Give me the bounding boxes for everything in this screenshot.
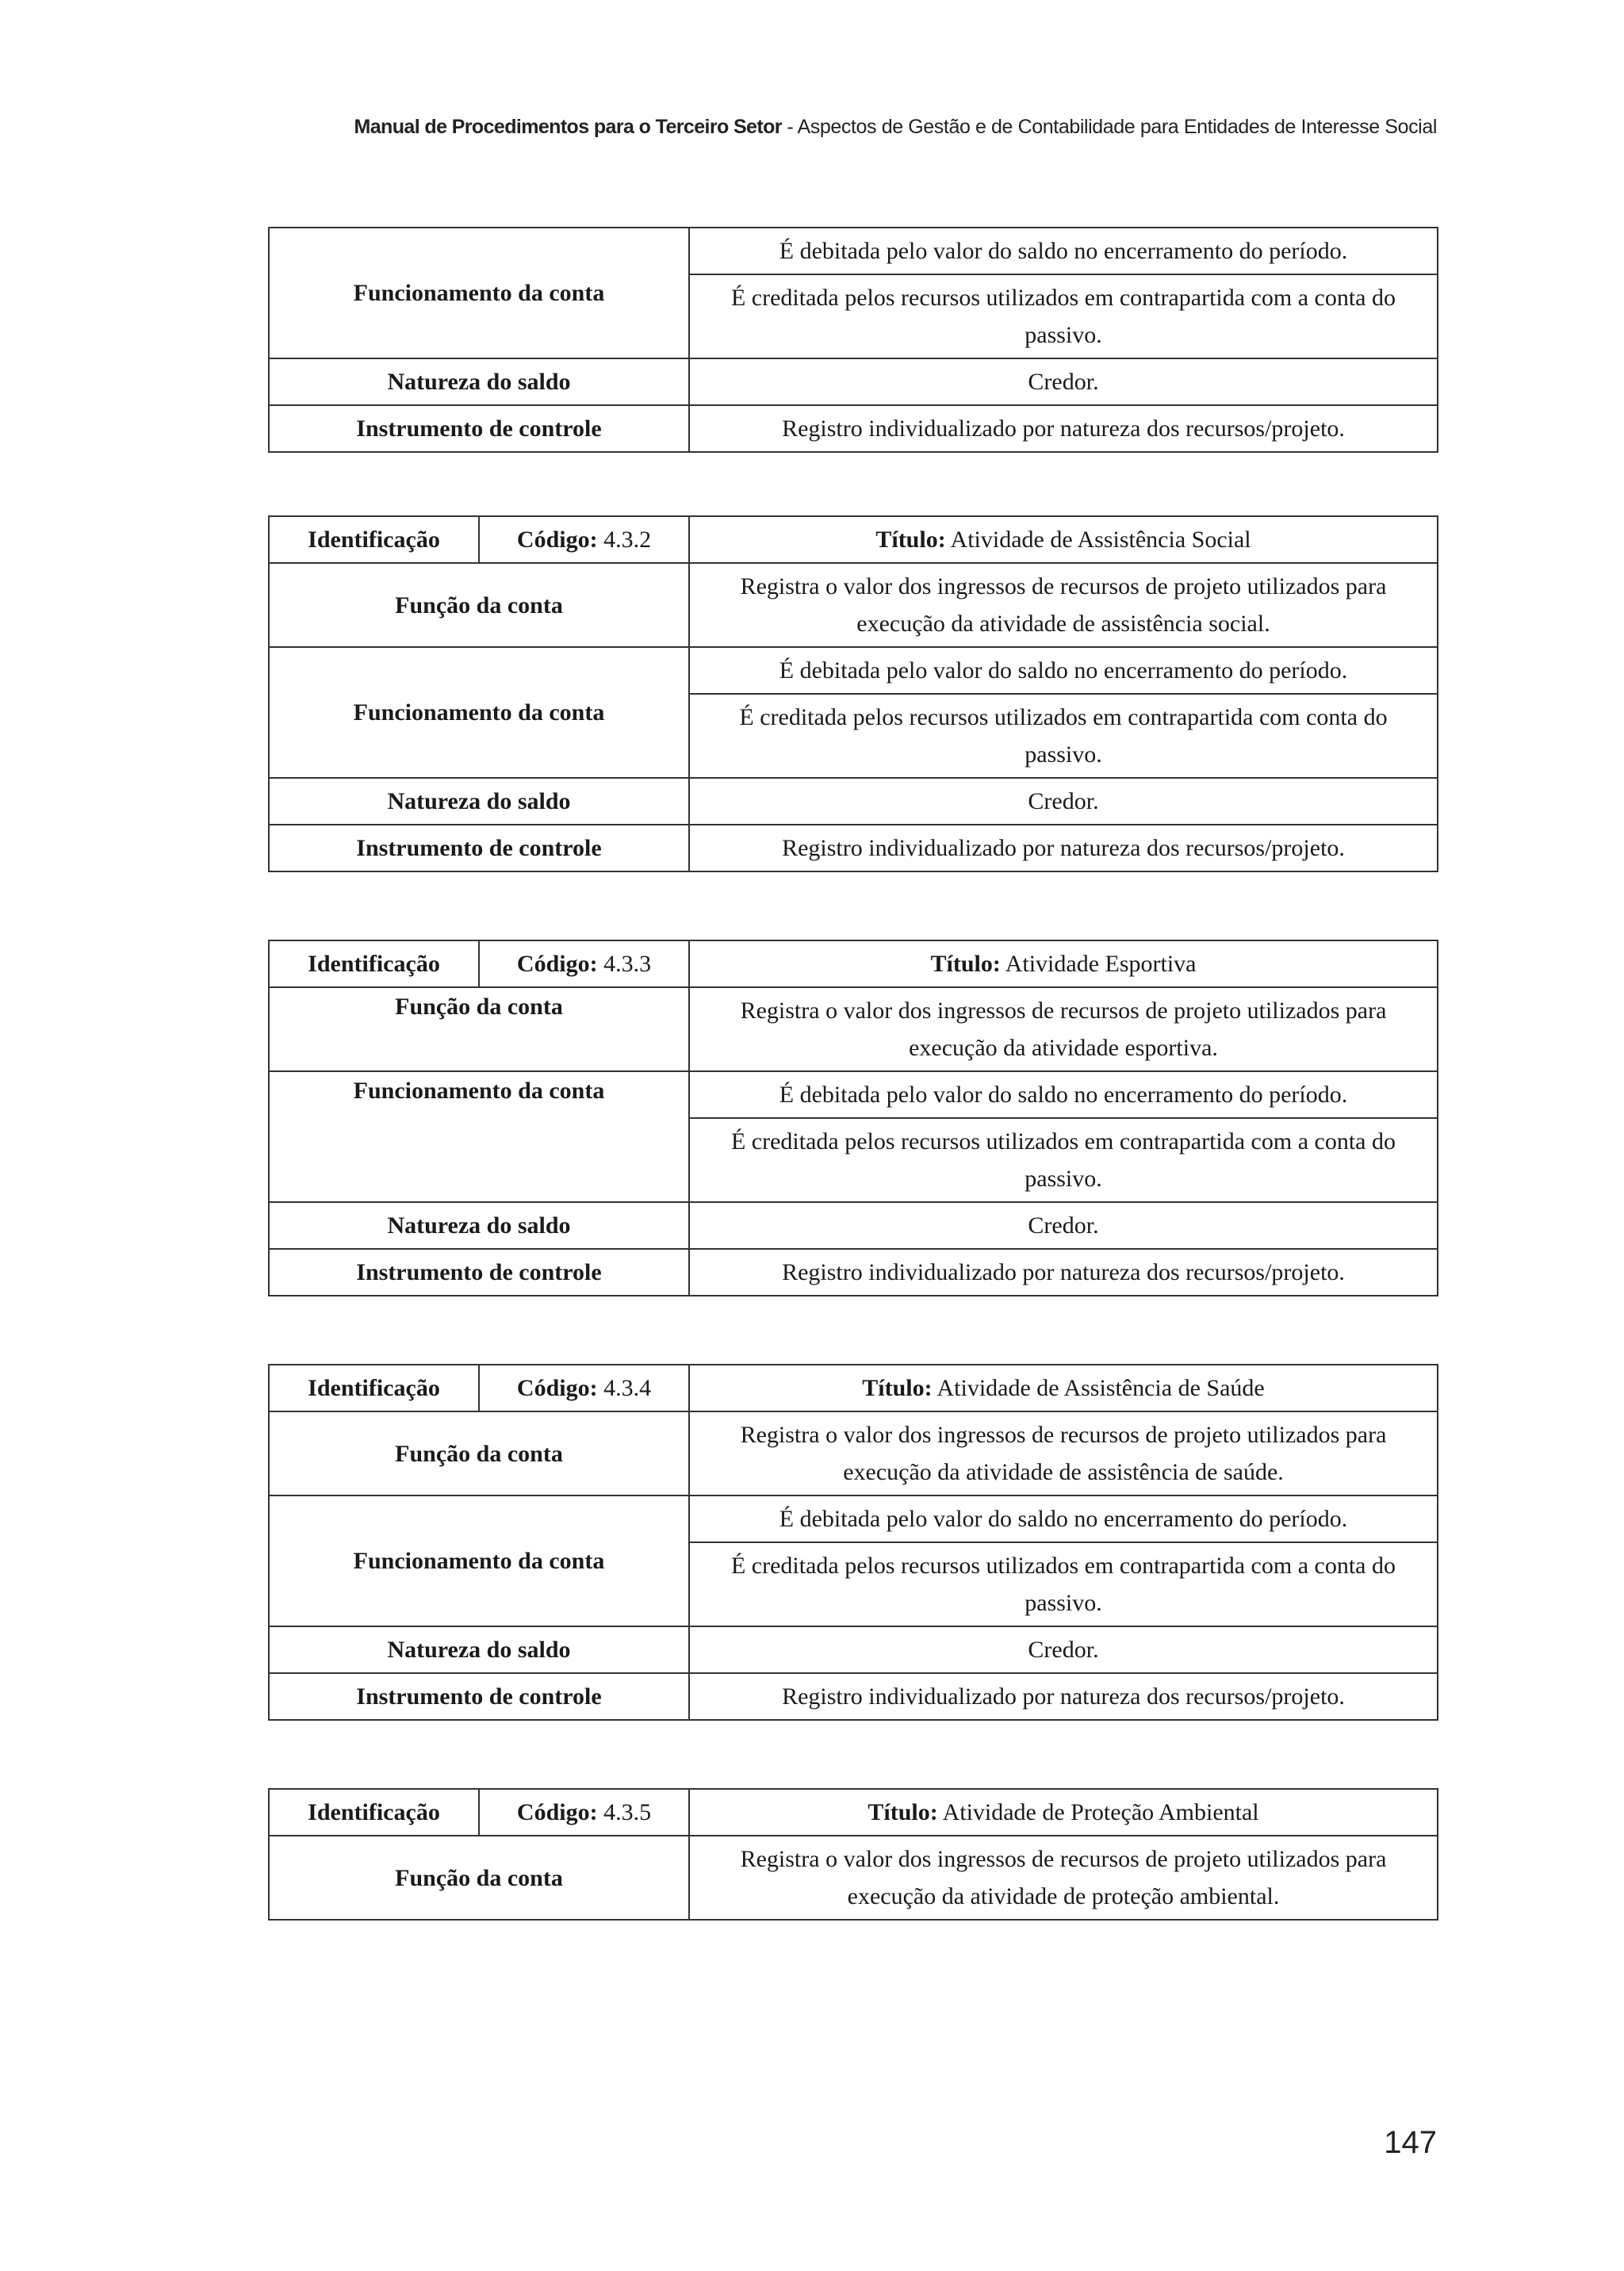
titulo-label: Título: (862, 1375, 933, 1401)
identificacao-label: Identificação (269, 1365, 479, 1411)
codigo-cell (479, 1789, 689, 1836)
codigo-value: 4.3.4 (597, 1375, 652, 1401)
credit-rule: É creditada pelos recursos utilizados em contrapartida com conta do passivo. (689, 694, 1438, 778)
titulo-cell (689, 1365, 1438, 1411)
header-subtitle: - Aspectos de Gestão e de Contabilidade para Entidades de Interesse Social (781, 116, 1437, 138)
identificacao-label: Identificação (269, 940, 479, 987)
debit-rule: É debitada pelo valor do saldo no encerramento do período. (689, 1071, 1438, 1118)
account-table-continued (268, 227, 1438, 453)
codigo-label: Código: (516, 527, 598, 553)
natureza-value: Credor. (689, 1202, 1438, 1249)
funcao-value: Registra o valor dos ingressos de recursos de projeto utilizados para execução da atividade de proteção ambiental. (689, 1836, 1438, 1920)
account-table-4-3-5 (268, 1788, 1438, 1921)
funcionamento-label: Funcionamento da conta (269, 228, 689, 358)
running-header (354, 116, 1437, 139)
titulo-label: Título: (868, 1799, 938, 1825)
titulo-cell (689, 516, 1438, 563)
page-number: 147 (1384, 2125, 1437, 2160)
funcao-label: Função da conta (269, 1836, 689, 1920)
funcionamento-label: Funcionamento da conta (269, 1071, 689, 1202)
funcao-value: Registra o valor dos ingressos de recursos de projeto utilizados para execução da atividade de assistência de saúde. (689, 1411, 1438, 1495)
titulo-cell (689, 1789, 1438, 1836)
codigo-label: Código: (516, 951, 598, 977)
natureza-value: Credor. (689, 358, 1438, 405)
identificacao-label: Identificação (269, 516, 479, 563)
funcao-label: Função da conta (269, 563, 689, 647)
codigo-label: Código: (516, 1799, 598, 1825)
natureza-label: Natureza do saldo (269, 778, 689, 825)
natureza-value: Credor. (689, 778, 1438, 825)
instrumento-label: Instrumento de controle (269, 405, 689, 452)
titulo-value: Atividade de Assistência de Saúde (932, 1375, 1265, 1401)
titulo-value: Atividade de Proteção Ambiental (937, 1799, 1259, 1825)
funcao-label: Função da conta (269, 1411, 689, 1495)
instrumento-label: Instrumento de controle (269, 825, 689, 871)
account-table-4-3-3 (268, 940, 1438, 1296)
codigo-cell (479, 1365, 689, 1411)
debit-rule: É debitada pelo valor do saldo no encerramento do período. (689, 1495, 1438, 1542)
debit-rule: É debitada pelo valor do saldo no encerramento do período. (689, 228, 1438, 274)
natureza-label: Natureza do saldo (269, 1202, 689, 1249)
instrumento-value: Registro individualizado por natureza dos recursos/projeto. (689, 1249, 1438, 1296)
titulo-value: Atividade Esportiva (1000, 951, 1197, 977)
funcao-label: Função da conta (269, 987, 689, 1071)
header-title: Manual de Procedimentos para o Terceiro Setor (354, 116, 782, 138)
instrumento-value: Registro individualizado por natureza dos recursos/projeto. (689, 825, 1438, 871)
funcao-value: Registra o valor dos ingressos de recursos de projeto utilizados para execução da atividade de assistência social. (689, 563, 1438, 647)
debit-rule: É debitada pelo valor do saldo no encerramento do período. (689, 647, 1438, 694)
funcionamento-label: Funcionamento da conta (269, 647, 689, 778)
funcionamento-label: Funcionamento da conta (269, 1495, 689, 1626)
account-table-4-3-4 (268, 1364, 1438, 1721)
titulo-value: Atividade de Assistência Social (945, 527, 1251, 553)
instrumento-label: Instrumento de controle (269, 1249, 689, 1296)
codigo-cell (479, 940, 689, 987)
instrumento-label: Instrumento de controle (269, 1673, 689, 1720)
credit-rule: É creditada pelos recursos utilizados em contrapartida com a conta do passivo. (689, 1118, 1438, 1202)
codigo-cell (479, 516, 689, 563)
natureza-value: Credor. (689, 1626, 1438, 1673)
instrumento-value: Registro individualizado por natureza dos recursos/projeto. (689, 405, 1438, 452)
codigo-value: 4.3.3 (597, 951, 652, 977)
account-table-4-3-2 (268, 515, 1438, 872)
credit-rule: É creditada pelos recursos utilizados em contrapartida com a conta do passivo. (689, 274, 1438, 358)
identificacao-label: Identificação (269, 1789, 479, 1836)
instrumento-value: Registro individualizado por natureza dos recursos/projeto. (689, 1673, 1438, 1720)
credit-rule: É creditada pelos recursos utilizados em contrapartida com a conta do passivo. (689, 1542, 1438, 1626)
titulo-cell (689, 940, 1438, 987)
natureza-label: Natureza do saldo (269, 358, 689, 405)
codigo-label: Código: (516, 1375, 598, 1401)
codigo-value: 4.3.5 (597, 1799, 652, 1825)
natureza-label: Natureza do saldo (269, 1626, 689, 1673)
titulo-label: Título: (875, 527, 946, 553)
funcao-value: Registra o valor dos ingressos de recursos de projeto utilizados para execução da atividade esportiva. (689, 987, 1438, 1071)
titulo-label: Título: (930, 951, 1001, 977)
codigo-value: 4.3.2 (597, 527, 652, 553)
